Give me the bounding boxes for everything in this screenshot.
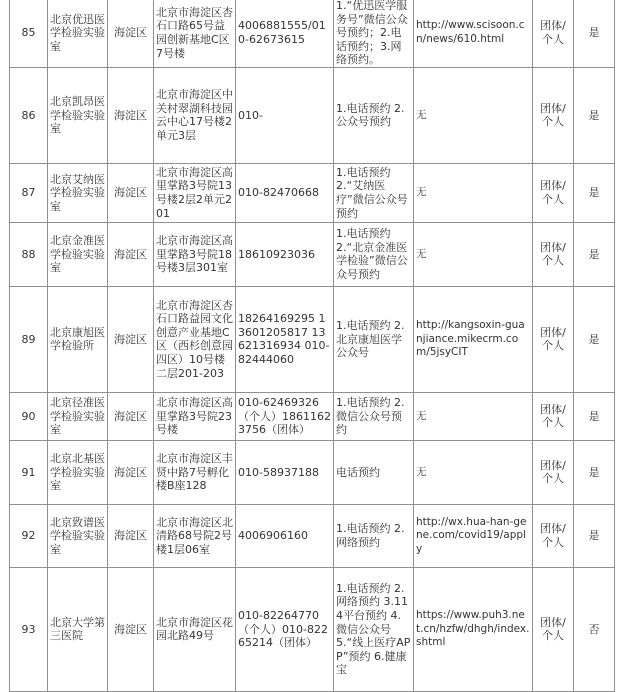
booking-method-cell: 电话预约 — [334, 440, 414, 504]
website-cell: http://wx.hua-han-gene.com/covid19/apply — [414, 504, 533, 567]
table-body — [10, 0, 615, 691]
address-cell: 北京市海淀区花园北路49号 — [154, 567, 236, 691]
free-flag-cell: 是 — [574, 67, 615, 163]
website-cell: 无 — [414, 163, 533, 222]
institution-name-cell: 北京致谱医学检验实验室 — [48, 504, 108, 567]
table-row — [10, 163, 615, 222]
table-row — [10, 67, 615, 163]
institution-name-cell: 北京艾纳医学检验实验室 — [48, 163, 108, 222]
district-cell: 海淀区 — [108, 163, 154, 222]
testing-institutions-table — [9, 0, 615, 692]
district-cell: 海淀区 — [108, 222, 154, 286]
row-number-cell: 87 — [10, 163, 48, 222]
phone-number-cell: 18610923036 — [236, 222, 334, 286]
institution-name-cell: 北京径准医学检验实验室 — [48, 392, 108, 440]
booking-method-cell: 1.电话预约 2.微信公众号预约 — [334, 392, 414, 440]
row-number-cell: 86 — [10, 67, 48, 163]
free-flag-cell: 是 — [574, 392, 615, 440]
service-type-cell: 团体/个人 — [533, 392, 574, 440]
district-cell: 海淀区 — [108, 504, 154, 567]
table-row — [10, 440, 615, 504]
table-row — [10, 286, 615, 392]
address-cell: 北京市海淀区高里掌路3号院13号楼2层2单元201 — [154, 163, 236, 222]
row-number-cell: 92 — [10, 504, 48, 567]
service-type-cell: 团体/个人 — [533, 504, 574, 567]
website-cell: http://www.scisoon.cn/news/610.html — [414, 0, 533, 67]
service-type-cell: 团体/个人 — [533, 222, 574, 286]
phone-number-cell: 010-58937188 — [236, 440, 334, 504]
row-number-cell: 90 — [10, 392, 48, 440]
phone-number-cell: 010-82264770（个人）010-82265214（团体） — [236, 567, 334, 691]
website-cell: http://kangsoxin-guanjiance.mikecrm.com/5jsyCIT — [414, 286, 533, 392]
address-cell: 北京市海淀区丰贤中路7号孵化楼B座128 — [154, 440, 236, 504]
service-type-cell: 团体/个人 — [533, 567, 574, 691]
booking-method-cell: 1.电话预约 2.公众号预约 — [334, 67, 414, 163]
table-row — [10, 567, 615, 691]
service-type-cell: 团体/个人 — [533, 286, 574, 392]
address-cell: 北京市海淀区高里掌路3号院23号楼 — [154, 392, 236, 440]
institution-name-cell: 北京北基医学检验实验室 — [48, 440, 108, 504]
phone-number-cell: 4006881555/010-62673615 — [236, 0, 334, 67]
address-cell: 北京市海淀区杏石口路65号益园创新基地C区7号楼 — [154, 0, 236, 67]
district-cell: 海淀区 — [108, 67, 154, 163]
phone-number-cell: 18264169295 13601205817 13621316934 010-82444060 — [236, 286, 334, 392]
website-cell: 无 — [414, 392, 533, 440]
institution-name-cell: 北京凯昂医学检验实验室 — [48, 67, 108, 163]
phone-number-cell: 010- — [236, 67, 334, 163]
table-row — [10, 0, 615, 67]
address-cell: 北京市海淀区杏石口路益园文化创意产业基地C区（西杉创意园四区）10号楼二层201-203 — [154, 286, 236, 392]
service-type-cell: 团体/个人 — [533, 440, 574, 504]
booking-method-cell: 1.电话预约 2.“北京金准医学检验”微信公众号预约 — [334, 222, 414, 286]
service-type-cell: 团体/个人 — [533, 0, 574, 67]
booking-method-cell: 1.电话预约 2.北京康旭医学公众号 — [334, 286, 414, 392]
service-type-cell: 团体/个人 — [533, 163, 574, 222]
website-cell: 无 — [414, 222, 533, 286]
phone-number-cell: 010-62469326（个人）18611623756（团体） — [236, 392, 334, 440]
phone-number-cell: 4006906160 — [236, 504, 334, 567]
free-flag-cell: 是 — [574, 286, 615, 392]
free-flag-cell: 否 — [574, 567, 615, 691]
row-number-cell: 88 — [10, 222, 48, 286]
table-row — [10, 504, 615, 567]
row-number-cell: 91 — [10, 440, 48, 504]
institution-name-cell: 北京大学第三医院 — [48, 567, 108, 691]
free-flag-cell: 是 — [574, 0, 615, 67]
booking-method-cell: 1.“优迅医学服务号”微信公众号预约；2.电话预约；3.网络预约。 — [334, 0, 414, 67]
address-cell: 北京市海淀区中关村翠湖科技园云中心17号楼2单元3层 — [154, 67, 236, 163]
district-cell: 海淀区 — [108, 0, 154, 67]
booking-method-cell: 1.电话预约 2.“艾纳医疗”微信公众号预约 — [334, 163, 414, 222]
district-cell: 海淀区 — [108, 286, 154, 392]
table-row — [10, 392, 615, 440]
free-flag-cell: 是 — [574, 440, 615, 504]
service-type-cell: 团体/个人 — [533, 67, 574, 163]
website-cell: 无 — [414, 440, 533, 504]
row-number-cell: 93 — [10, 567, 48, 691]
institution-name-cell: 北京优迅医学检验实验室 — [48, 0, 108, 67]
institution-name-cell: 北京金准医学检验实验室 — [48, 222, 108, 286]
website-cell: 无 — [414, 67, 533, 163]
institution-name-cell: 北京康旭医学检验所 — [48, 286, 108, 392]
district-cell: 海淀区 — [108, 392, 154, 440]
address-cell: 北京市海淀区高里掌路3号院18号楼3层301室 — [154, 222, 236, 286]
table-row — [10, 222, 615, 286]
row-number-cell: 89 — [10, 286, 48, 392]
district-cell: 海淀区 — [108, 567, 154, 691]
row-number-cell: 85 — [10, 0, 48, 67]
address-cell: 北京市海淀区北清路68号院2号楼1层06室 — [154, 504, 236, 567]
phone-number-cell: 010-82470668 — [236, 163, 334, 222]
free-flag-cell: 是 — [574, 504, 615, 567]
website-cell: https://www.puh3.net.cn/hzfw/dhgh/index.shtml — [414, 567, 533, 691]
free-flag-cell: 是 — [574, 163, 615, 222]
booking-method-cell: 1.电话预约 2.网络预约 3.114平台预约 4.微信公众号 5.“线上医疗APP”预约 6.健康宝 — [334, 567, 414, 691]
free-flag-cell: 是 — [574, 222, 615, 286]
booking-method-cell: 1.电话预约 2.网络预约 — [334, 504, 414, 567]
district-cell: 海淀区 — [108, 440, 154, 504]
